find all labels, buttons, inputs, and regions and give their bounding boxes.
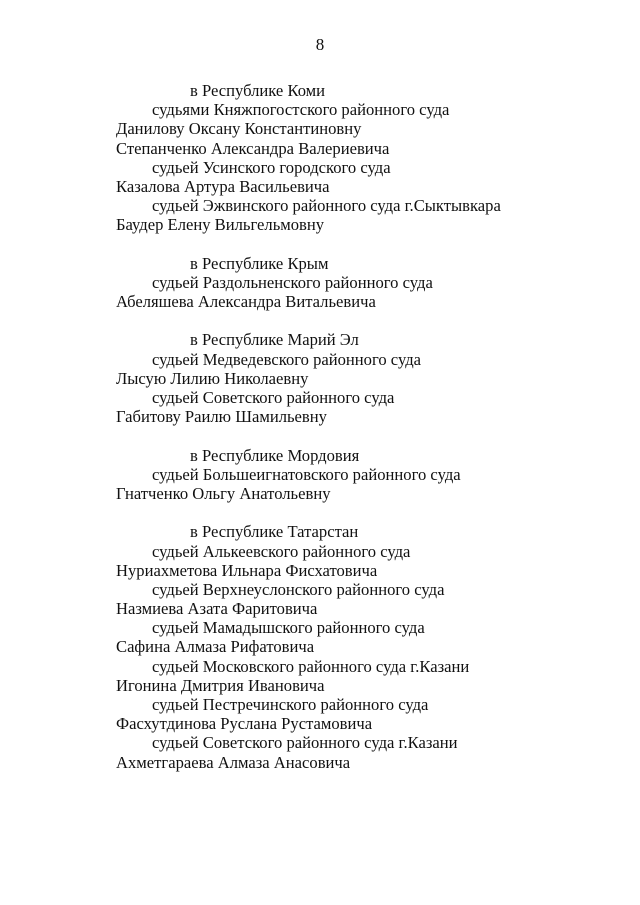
judge-name: Ахметгараева Алмаза Анасовича: [116, 752, 351, 772]
court-line: судьей Большеигнатовского районного суда: [152, 464, 461, 484]
judge-name: Гнатченко Ольгу Анатольевну: [116, 483, 331, 503]
page-number: 8: [315, 35, 325, 54]
judge-name: Нуриахметова Ильнара Фисхатовича: [116, 560, 378, 580]
section-spacer: [0, 235, 640, 254]
judge-name: Абеляшева Александра Витальевича: [116, 292, 376, 312]
section-spacer: [0, 426, 640, 445]
judge-name: Баудер Елену Вильгельмовну: [116, 215, 325, 235]
appointment-list: [0, 81, 640, 772]
region-heading: в Республике Татарстан: [190, 522, 359, 542]
court-line: судьей Московского районного суда г.Казани: [152, 656, 470, 676]
section-spacer: [0, 503, 640, 522]
region-section: [0, 254, 640, 312]
judge-name: Назмиева Азата Фаритовича: [116, 599, 318, 619]
region-heading: в Республике Мордовия: [190, 445, 360, 465]
judge-name: Казалова Артура Васильевича: [116, 176, 330, 196]
region-heading: в Республике Крым: [190, 253, 329, 273]
region-section: [0, 446, 640, 504]
region-section: [0, 330, 640, 426]
court-line: судьей Советского районного суда г.Казани: [152, 733, 458, 753]
region-heading: в Республике Марий Эл: [190, 330, 359, 350]
judge-name: Лысую Лилию Николаевну: [116, 368, 309, 388]
judge-name: Игонина Дмитрия Ивановича: [116, 675, 325, 695]
region-heading: в Республике Коми: [190, 81, 326, 100]
section-spacer: [0, 311, 640, 330]
court-line: судьей Эжвинского районного суда г.Сыктывкара: [152, 196, 501, 216]
region-section: [0, 81, 640, 235]
court-line: судьей Раздольненского районного суда: [152, 272, 433, 292]
judge-name: Данилову Оксану Константиновну: [116, 119, 362, 139]
region-section: [0, 522, 640, 771]
court-line: судьями Княжпогостского районного суда: [152, 100, 450, 120]
court-line: судьей Медведевского районного суда: [152, 349, 422, 369]
judge-name: Степанченко Александра Валериевича: [116, 138, 390, 158]
court-line: судьей Алькеевского районного суда: [152, 541, 411, 561]
judge-name: Сафина Алмаза Рифатовича: [116, 637, 315, 657]
court-line: судьей Усинского городского суда: [152, 157, 391, 177]
judge-name: Габитову Раилю Шамильевну: [116, 407, 327, 427]
court-line: судьей Советского районного суда: [152, 388, 395, 407]
court-line: судьей Мамадышского районного суда: [152, 618, 425, 638]
judge-name: Фасхутдинова Руслана Рустамовича: [116, 714, 373, 734]
court-line: судьей Верхнеуслонского районного суда: [152, 579, 445, 599]
court-line: судьей Пестречинского районного суда: [152, 695, 429, 714]
